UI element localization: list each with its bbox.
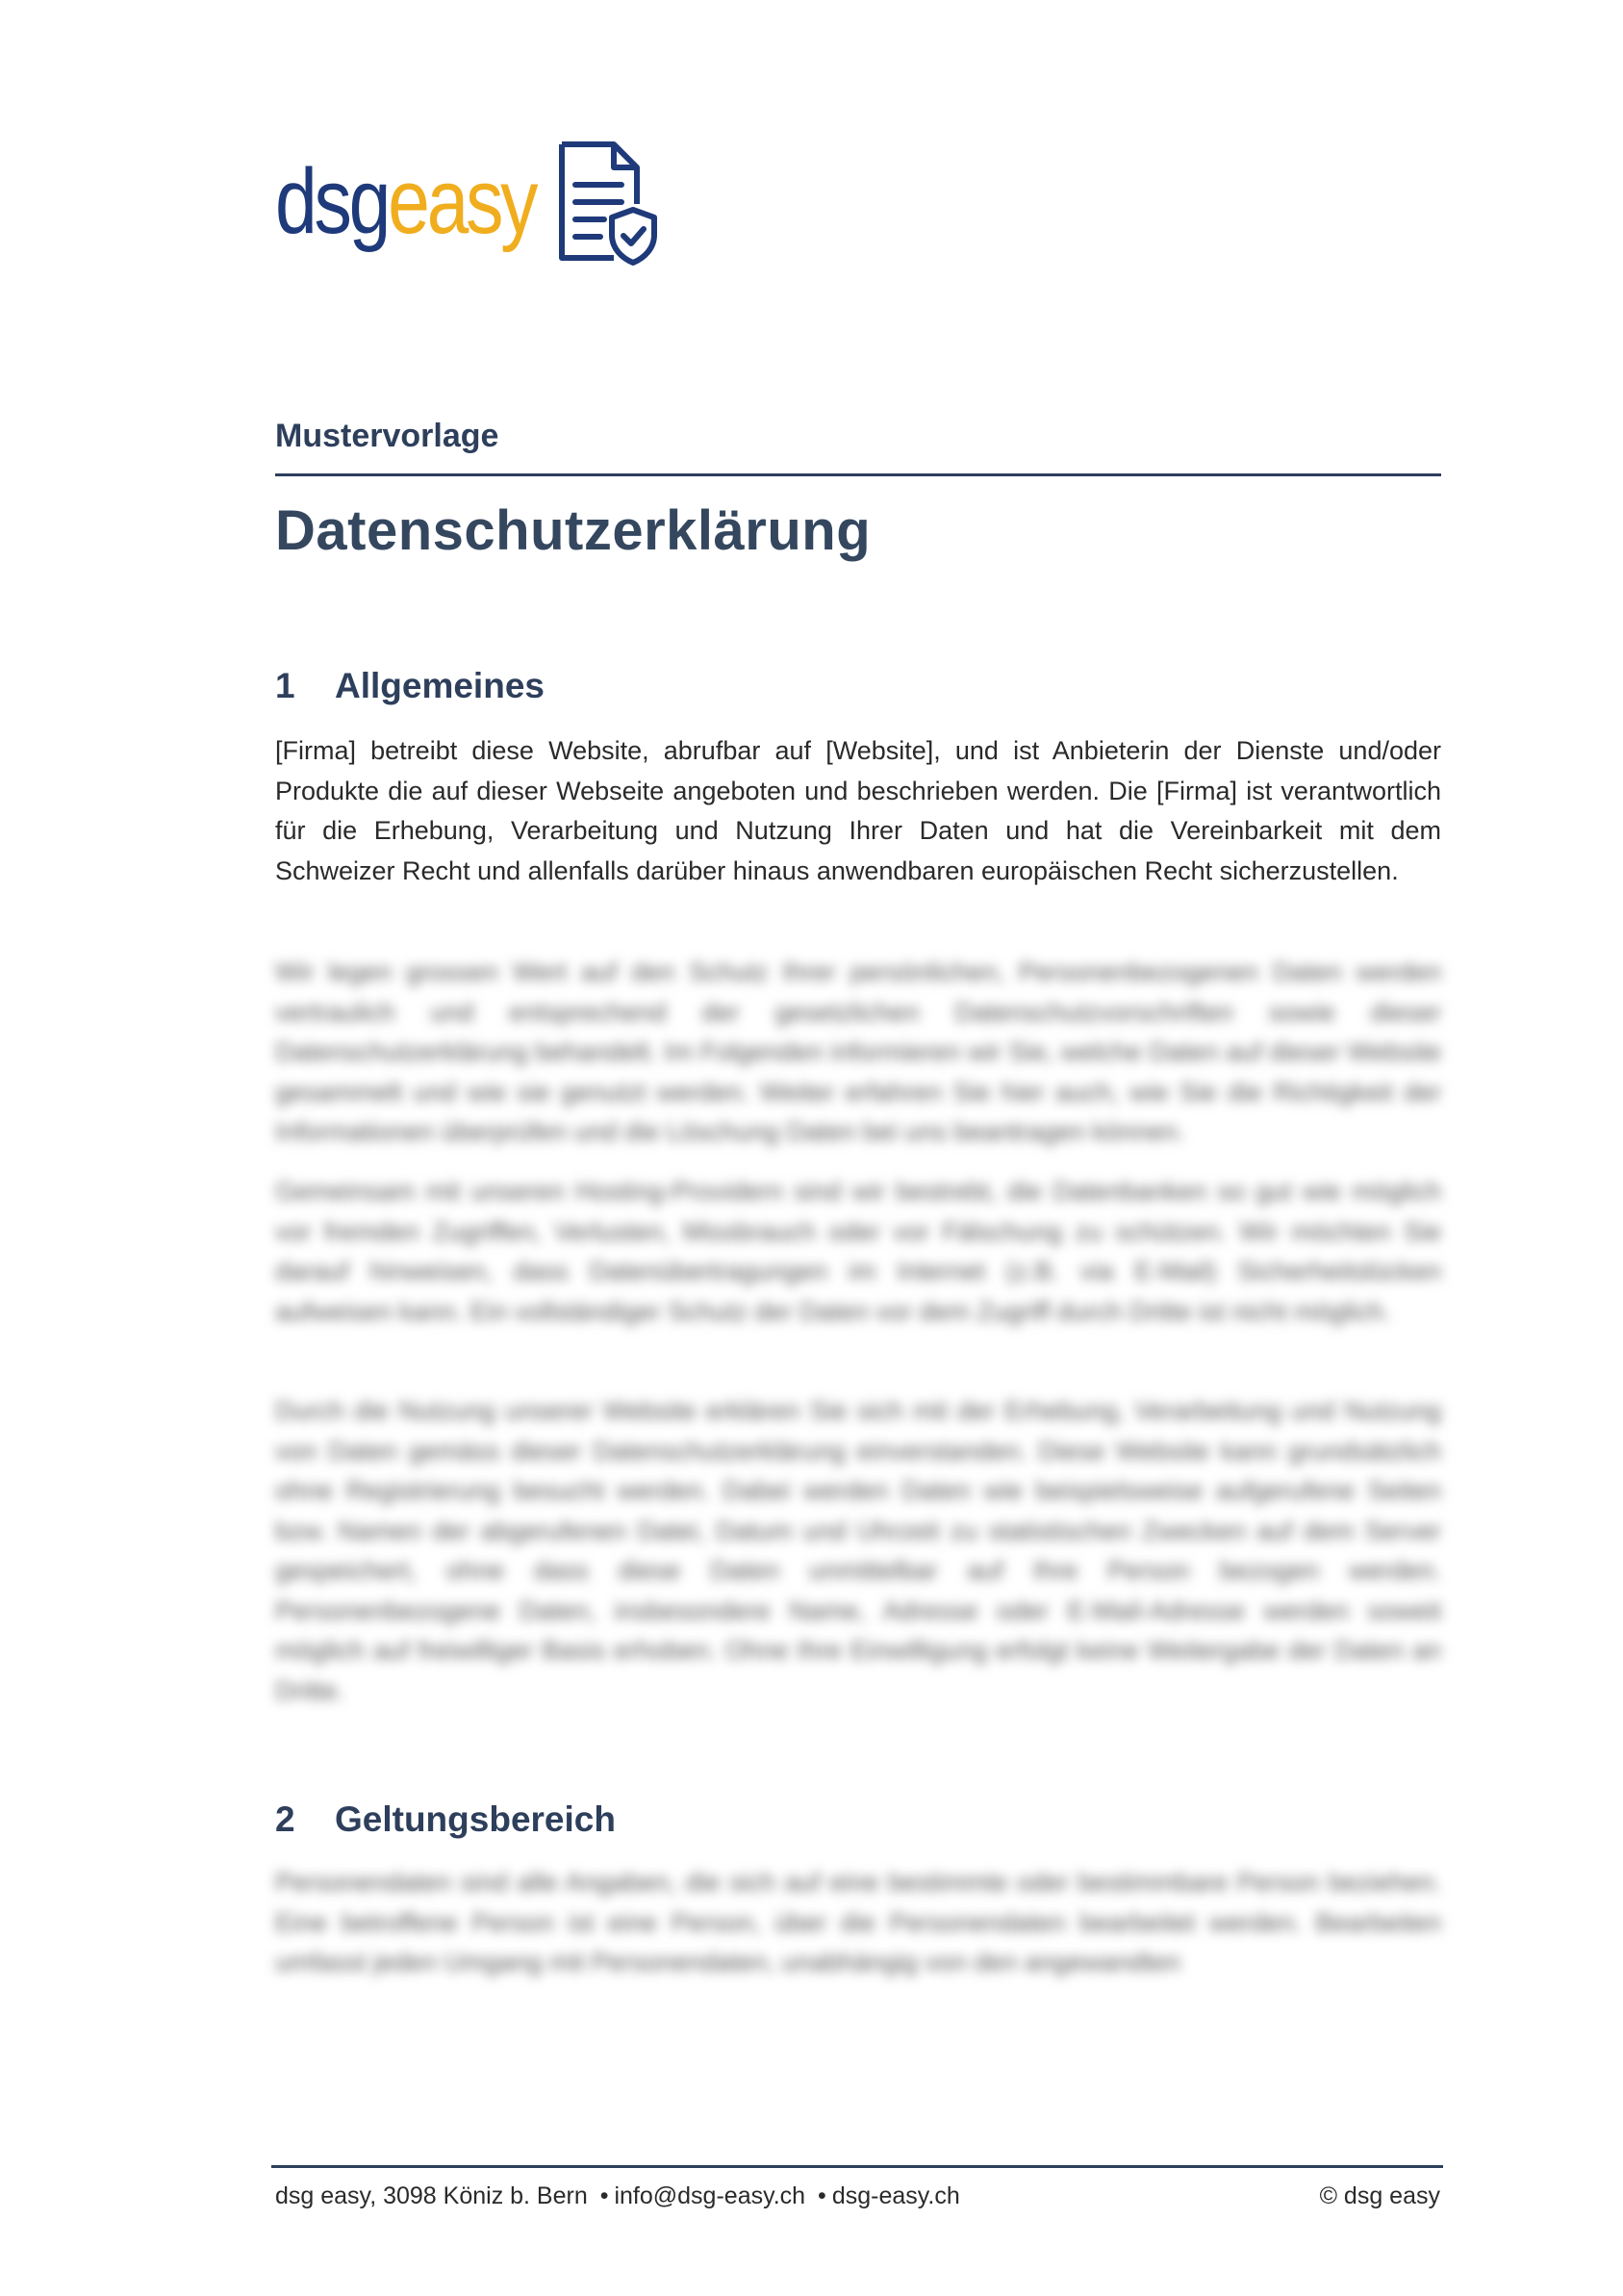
footer-separator: • bbox=[818, 2182, 826, 2209]
paragraph-blurred: Gemeinsam mit unseren Hosting-Providern sind wir bestrebt, die Datenbanken so gut wie möglich vor fremden Zugriffen, Verlusten, Missbrauch oder vor Fälschung zu schützen. Wir möchten Sie darauf hinweisen, dass Datenübertragungen im Internet (z.B. via E-Mail) Sicherheitslücken aufweisen kann. Ein vollständiger Schutz der Daten vor dem Zugriff durch Dritte ist nicht möglich. bbox=[275, 1177, 1441, 1326]
document-label: Mustervorlage bbox=[275, 418, 499, 454]
logo-text-dsg: dsg bbox=[275, 150, 389, 253]
document-title: Datenschutzerklärung bbox=[275, 499, 872, 562]
paragraph-intro: [Firma] betreibt diese Website, abrufbar auf [Website], und ist Anbieterin der Dienste und/oder Produkte die auf dieser Webseite angeboten und beschrieben werden. Die [Firma] ist verantwortlich für die Erhebung, Verarbeitung und Nutzung Ihrer Daten und hat die Vereinbarkeit mit dem Schweizer Recht und allenfalls darüber hinaus anwendbaren europäischen Recht sicherzustellen. bbox=[275, 736, 1441, 885]
section-number: 1 bbox=[275, 666, 295, 705]
section-title: Geltungsbereich bbox=[335, 1799, 616, 1839]
footer-company: dsg easy, 3098 Köniz b. Bern bbox=[275, 2182, 588, 2209]
section-heading-1 bbox=[275, 666, 545, 706]
section-title: Allgemeines bbox=[335, 666, 545, 705]
footer-email-link[interactable]: info@dsg-easy.ch bbox=[614, 2182, 806, 2209]
title-divider bbox=[275, 473, 1441, 476]
paragraph-blurred: Wir legen grossen Wert auf den Schutz Ihrer persönlichen, Personenbezogenen Daten werden vertraulich und entsprechend der gesetzlichen Datenschutzvorschriften sowie dieser Datenschutzerklärung behandelt. Im Folgenden informieren wir Sie, welche Daten auf dieser Website gesammelt und wie sie genutzt werden. Weiter erfahren Sie hier auch, wie Sie die Richtigkeit der Informationen überprüfen und die Löschung Daten bei uns beantragen können. bbox=[275, 957, 1441, 1146]
footer-separator: • bbox=[599, 2182, 609, 2209]
footer-website-link[interactable]: dsg-easy.ch bbox=[831, 2182, 960, 2209]
logo-text-easy: easy bbox=[388, 150, 536, 253]
section-heading-2 bbox=[275, 1799, 616, 1840]
paragraph-blurred: Durch die Nutzung unserer Website erklären Sie sich mit der Erhebung, Verarbeitung und Nutzung von Daten gemäss dieser Datenschutzerklärung einverstanden. Diese Website kann grundsätzlich ohne Registrierung besucht werden. Dabei werden Daten wie beispielsweise aufgerufene Seiten bzw. Namen der abgerufenen Datei, Datum und Uhrzeit zu statistischen Zwecken auf dem Server gespeichert, ohne dass diese Daten unmittelbar auf Ihre Person bezogen werden. Personenbezogene Daten, insbesondere Name, Adresse oder E-Mail-Adresse werden soweit möglich auf freiwilliger Basis erhoben. Ohne Ihre Einwilligung erfolgt keine Weitergabe der Daten an Dritte. bbox=[275, 1396, 1441, 1705]
document-shield-icon bbox=[554, 140, 660, 266]
paragraph-blurred: Personendaten sind alle Angaben, die sich auf eine bestimmte oder bestimmbare Person beziehen. Eine betroffene Person ist eine Person, über die Personendaten bearbeitet werden. Bearbeiten umfasst jeden Umgang mit Personendaten, unabhängig von den angewandten bbox=[275, 1868, 1441, 1977]
footer-contact bbox=[275, 2182, 960, 2210]
brand-logo bbox=[275, 135, 593, 269]
footer-divider bbox=[271, 2165, 1443, 2168]
section-number: 2 bbox=[275, 1799, 295, 1839]
footer-copyright: © dsg easy bbox=[1319, 2182, 1440, 2209]
